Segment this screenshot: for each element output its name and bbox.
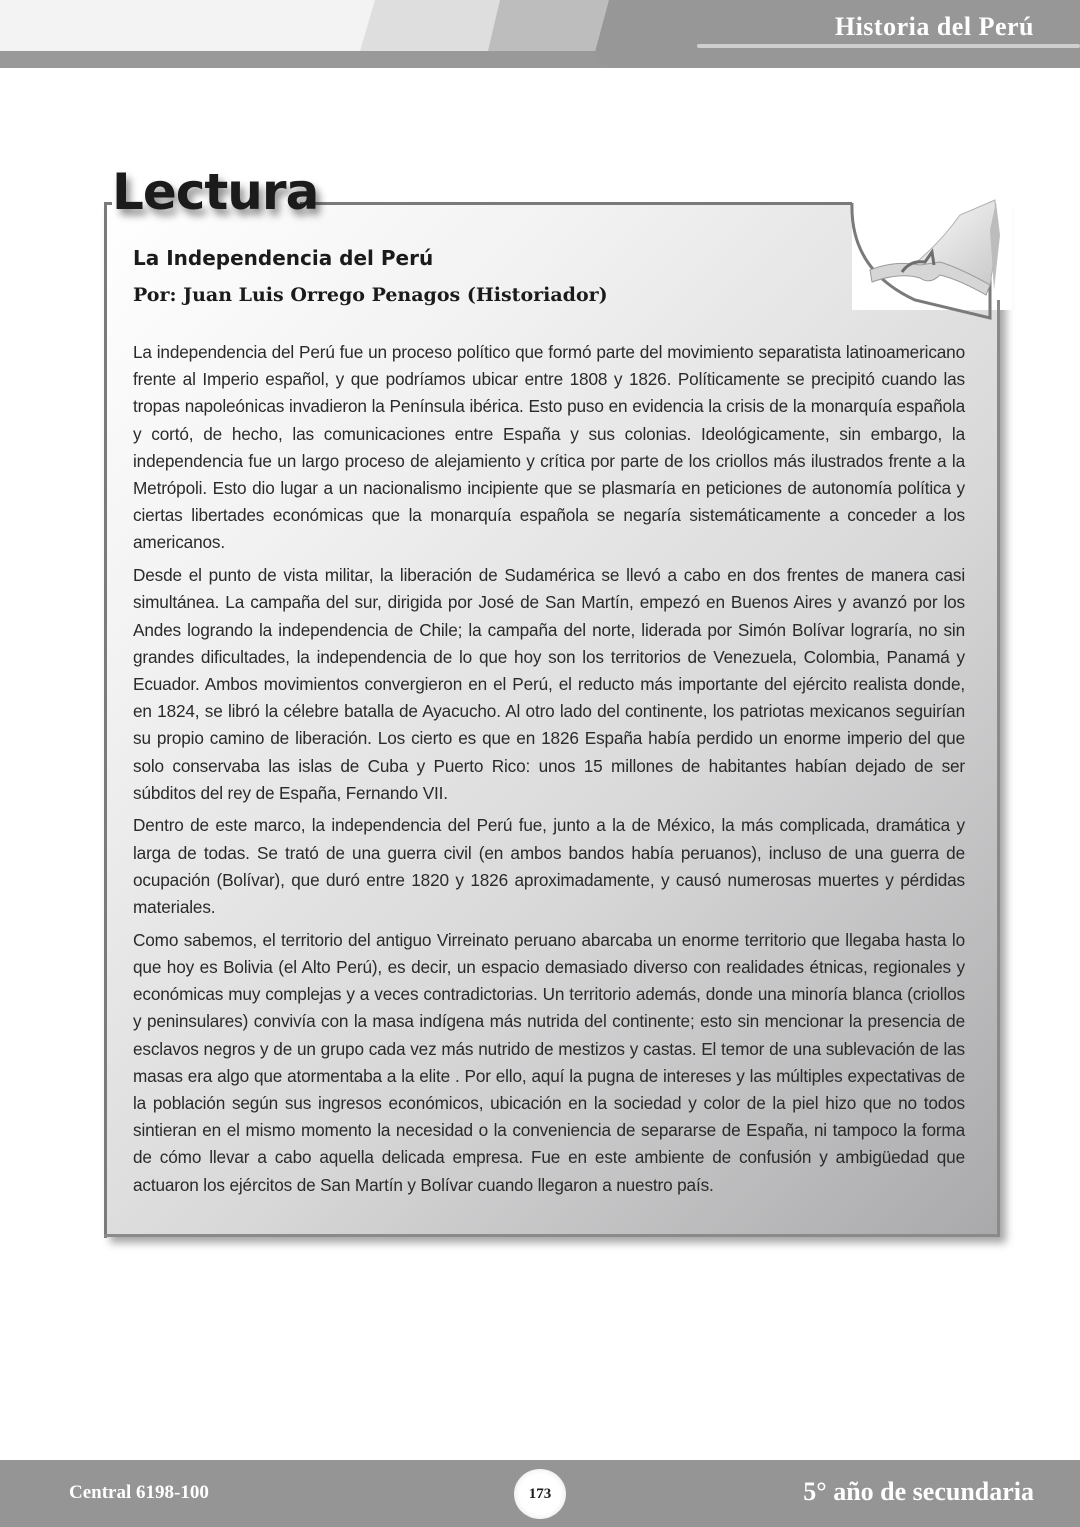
open-book-icon xyxy=(840,190,1010,320)
reading-box-border xyxy=(104,204,107,1238)
header-underline xyxy=(697,44,1080,48)
reading-title: La Independencia del Perú xyxy=(133,246,434,270)
paragraph: Como sabemos, el territorio del antiguo Virreinato peruano abarcaba un enorme territorio que llegaba hasta lo que hoy es Bolivia (el Alto Perú), es decir, un espacio demasiado diverso con realidades étnicas, regionales y económicas muy complejas y a veces contradictorias. Un territorio además, donde una minoría blanca (criollos y peninsulares) convivía con la masa indígena más nutrida del continente; esto sin mencionar la presencia de esclavos negros y de un grupo cada vez más nutrido de mestizos y castas. El temor de una sublevación de las masas era algo que atormentaba a la elite . Por ello, aquí la pugna de intereses y las múltiples expectativas de la población según sus ingresos económicos, ubicación en la sociedad y color de la piel hizo que no todos sintieran en el mismo momento la necesidad o la conveniencia de separarse de España, ni tampoco la forma de cómo llevar a cabo aquella delicada empresa. Fue en este ambiente de confusión y ambigüedad que actuaron los ejércitos de San Martín y Bolívar cuando llegaron a nuestro país. xyxy=(133,929,965,1195)
paragraph: Desde el punto de vista militar, la liberación de Sudamérica se llevó a cabo en dos frentes de manera casi simultánea. La campaña del sur, dirigida por José de San Martín, empezó en Buenos Aires y avanzó por los Andes logrando la independencia de Chile; la campaña del norte, liderada por Simón Bolívar lograría, no sin grandes dificultades, la independencia de lo que hoy son los territorios de Venezuela, Colombia, Panamá y Ecuador. Ambos movimientos convergieron en el Perú, el reducto más importante del ejército realista donde, en 1824, se libró la célebre batalla de Ayacucho. Al otro lado del continente, los patriotas mexicanos seguirían su propio camino de liberación. Los cierto es que en 1826 España había perdido un enorme imperio del que solo conservaba las islas de Cuba y Puerto Rico: unos 15 millones de habitantes habían dejado de ser súbditos del rey de España, Fernando VII. xyxy=(133,565,965,803)
paragraph: La independencia del Perú fue un proceso político que formó parte del movimiento separatista latinoamericano frente al Imperio español, y que podríamos ubicar entre 1808 y 1826. Políticamente se precipitó cuando las tropas napoleónicas invadieron la Península ibérica. Esto puso en evidencia la crisis de la monarquía española y cortó, de hecho, las comunicaciones entre España y sus colonias. Ideológicamente, sin embargo, la independencia fue un largo proceso de alejamiento y crítica por parte de los criollos más ilustrados frente a la Metrópoli. Esto dio lugar a un nacionalismo incipiente que se plasmaría en peticiones de autonomía política y ciertas libertades económicas que la monarquía española se negaría sistemáticamente a conceder a los americanos. xyxy=(133,342,965,553)
footer-grade: 5° año de secundaria xyxy=(803,1477,1034,1506)
paragraph: Dentro de este marco, la independencia del Perú fue, junto a la de México, la más complicada, dramática y larga de todas. Se trató de una guerra civil (en ambos bandos había peruanos), incluso de una guerra de ocupación (Bolívar), que duró entre 1820 y 1826 aproximadamente, y causó numerosas muertes y pérdidas materiales. xyxy=(133,815,965,918)
section-label: Lectura xyxy=(112,163,319,221)
reading-box-border xyxy=(300,202,852,205)
reading-body xyxy=(133,339,965,1204)
reading-box-border xyxy=(997,300,1000,1236)
header-title: Historia del Perú xyxy=(834,12,1034,41)
page-footer xyxy=(0,1460,1080,1527)
reading-author: Por: Juan Luis Orrego Penagos (Historiador) xyxy=(133,284,608,306)
footer-phone: Central 6198-100 xyxy=(69,1482,209,1503)
page-number: 173 xyxy=(528,1485,552,1502)
page-number-badge xyxy=(514,1469,566,1519)
page-header xyxy=(0,0,1080,68)
reading-box-border xyxy=(104,1234,1000,1237)
